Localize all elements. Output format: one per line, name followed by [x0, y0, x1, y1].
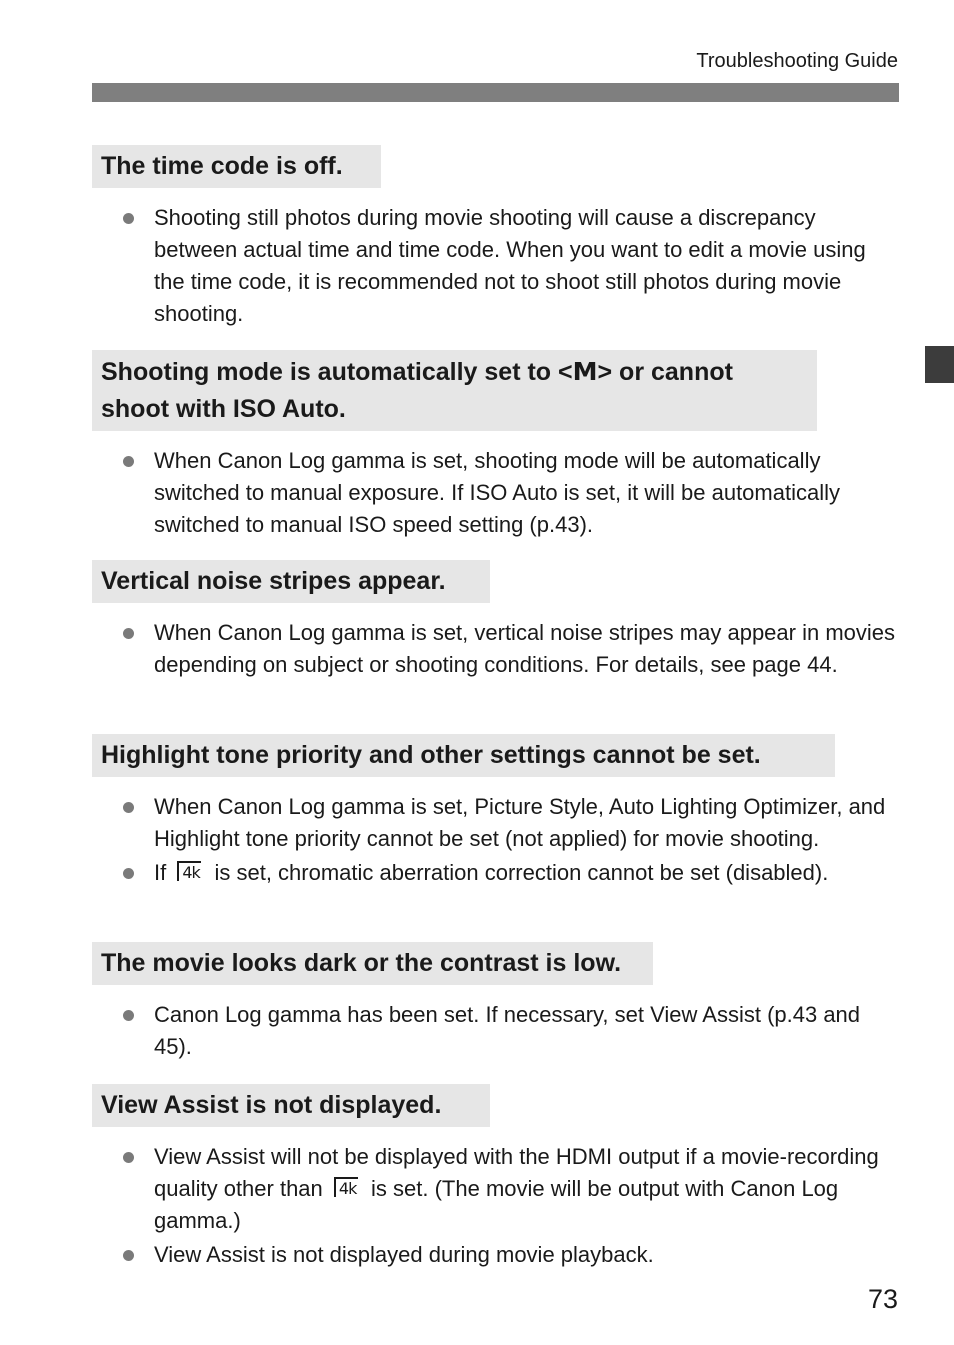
section-heading: The movie looks dark or the contrast is low.: [92, 942, 653, 985]
bullet-item: When Canon Log gamma is set, vertical noise stripes may appear in movies depending on subject or shooting conditions. For details, see page 44.: [92, 617, 902, 681]
bullet-item: When Canon Log gamma is set, shooting mode will be automatically switched to manual exposure. If ISO Auto is set, it will be automatically switched to manual ISO speed setting (p.43).: [92, 445, 902, 541]
header-rule: [92, 83, 899, 102]
heading-text-start: Shooting mode is automatically set to <: [101, 358, 573, 386]
bullet-item: Shooting still photos during movie shooting will cause a discrepancy between actual time and time code. When you want to edit a movie using the time code, it is recommended not to shoot still photos during movie shooting.: [92, 202, 902, 330]
bullet-list: [92, 1141, 902, 1271]
movie-4k-icon: [175, 861, 205, 883]
bullet-list: [92, 791, 902, 889]
bullet-list: [92, 445, 902, 541]
section-heading: Vertical noise stripes appear.: [92, 560, 490, 603]
section-movie-dark: [92, 942, 902, 1065]
bullet-item: [92, 857, 902, 889]
section-heading: The time code is off.: [92, 145, 381, 188]
section-shooting-mode: [92, 350, 902, 543]
bullet-item: View Assist is not displayed during movie playback.: [92, 1239, 902, 1271]
bullet-text-start: View Assist will not be displayed with the HDMI output if a movie-recording quality other than: [154, 1144, 879, 1201]
section-heading: Highlight tone priority and other settings cannot be set.: [92, 734, 835, 777]
bullet-list: [92, 202, 902, 330]
bullet-text-end: is set. (The movie will be output with Canon Log gamma.): [154, 1176, 839, 1233]
movie-4k-icon-label: 4k: [338, 1179, 357, 1198]
manual-mode-icon: M: [572, 357, 598, 386]
section-heading: [92, 350, 817, 431]
section-time-code: [92, 145, 902, 332]
heading-text-end: > or cannot shoot with ISO Auto.: [101, 358, 733, 423]
bullet-list: [92, 617, 902, 681]
bullet-list: [92, 999, 902, 1063]
running-head: Troubleshooting Guide: [696, 50, 898, 72]
movie-4k-icon-label: 4k: [182, 863, 200, 882]
section-view-assist: [92, 1084, 902, 1273]
bullet-text-end: is set, chromatic aberration correction cannot be set (disabled).: [214, 860, 829, 885]
bullet-item: [92, 1141, 902, 1237]
section-heading: View Assist is not displayed.: [92, 1084, 490, 1127]
section-highlight-tone: [92, 734, 902, 891]
section-noise-stripes: [92, 560, 902, 683]
bullet-text-start: If: [154, 860, 167, 885]
bullet-item: Canon Log gamma has been set. If necessary, set View Assist (p.43 and 45).: [92, 999, 902, 1063]
chapter-side-tab: [925, 346, 954, 383]
page-number: 73: [867, 1284, 898, 1314]
bullet-item: When Canon Log gamma is set, Picture Style, Auto Lighting Optimizer, and Highlight tone priority cannot be set (not applied) for movie shooting.: [92, 791, 902, 855]
movie-4k-icon: [332, 1177, 362, 1199]
